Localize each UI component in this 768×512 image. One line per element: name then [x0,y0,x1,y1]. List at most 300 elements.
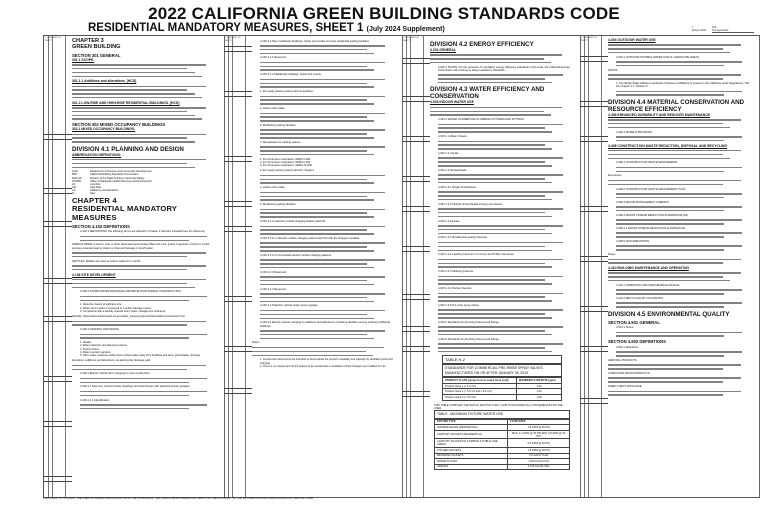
list-item: 5. Other water measures which keep surface water away from buildings and aid in groundwater recharge [80,354,201,358]
text-lines [260,293,396,302]
paragraph-lead: 4.502.1 Definitions [616,345,639,349]
responsibility-marker [224,346,252,352]
paragraph-lead: 4.303.1 WATER CONSERVING PLUMBING FIXTURES AND FITTINGS. [438,118,525,122]
text-line [608,158,730,160]
text-line [72,111,187,113]
paragraph-lead: 4.106.4.2.3 Reserved. [260,270,287,274]
text-lines [80,334,218,339]
paragraph [438,118,574,133]
paragraph-lead: 4.303.1.4.3 Metering Faucets. [438,270,474,274]
paragraph [80,328,218,339]
paragraph [260,304,396,319]
division-heading: DIVISION 4.1 PLANNING AND DESIGN [72,145,184,153]
text-line [608,184,723,186]
text-line [430,111,544,113]
text-lines [72,134,218,143]
subsection-heading: 301.2 LOW-RISE AND HIGH-RISE RESIDENTIAL BUILDINGS. [HCD] [72,100,180,105]
text-lines [260,129,396,138]
text-line [616,249,724,251]
abbreviation-value: Low Rise [90,182,101,186]
table-cell: Product Class 1 (≤ 5.0 ozf) [443,383,517,389]
chapter-heading: CHAPTER 3 [72,38,104,44]
text-line [616,236,724,238]
gutter-rule [65,36,66,497]
text-lines [438,74,574,83]
abbreviation-key: OSHPD [72,179,82,183]
text-lines [438,309,574,318]
list-item: 1. Construction documents are intended to demonstrate the project's capability and capacity for facilitating future EV charging. [260,358,393,365]
responsibility-marker [580,56,608,62]
text-lines [616,91,753,96]
text-line [438,124,563,126]
section-heading: SECTION 302 MIXED OCCUPANCY BUILDINGS [72,122,166,128]
paragraph [616,56,753,67]
responsibility-marker [402,58,430,64]
paragraph-lead: 4.410.1 OPERATION AND MAINTENANCE MANUAL. [616,283,681,287]
paragraph-lead: Notes: [608,253,616,256]
gutter-rule [245,36,246,497]
paragraph [616,227,753,238]
text-line [80,404,207,406]
text-lines [80,296,218,301]
paragraph [438,338,574,353]
text-lines [616,302,753,307]
text-lines [260,96,396,105]
paragraph-lead: AEROSOL PRODUCTS. [608,358,638,362]
text-lines [438,326,574,335]
code-sheet [43,35,760,498]
text-line [438,279,545,281]
subtitle-text: RESIDENTIAL MANDATORY MEASURES, SHEET 1 [88,22,364,34]
text-line [608,364,741,366]
text-line [260,49,367,51]
abbreviation-key: HR [72,185,76,189]
table-cell: Product Class 3 (> 8.0 ozf) [443,394,517,400]
text-line [438,141,563,143]
table-caption: STANDARDS FOR COMMERCIAL PRE-RINSE SPRAY VALVES MANUFACTURED ON OR AFTER JANUARY 28, 2019 [442,364,562,377]
supplement-label: (July 2024 Supplement) [366,26,445,33]
text-lines [438,276,574,285]
paragraph [616,240,753,251]
paragraph [260,73,396,88]
list-item: 1. Swales [80,341,92,345]
paragraph [438,287,574,302]
text-lines [438,225,574,234]
legend-value: Responsible [691,29,706,32]
paragraph-lead: COMPOSITE WOOD PRODUCTS. [608,371,651,375]
text-lines [260,276,396,285]
text-line [80,240,189,242]
responsibility-gutter [224,36,246,497]
text-lines [438,174,574,183]
paragraph [608,372,753,383]
table-header-cell: PRODUCT CLASS [spray force in ounce force (ozf)] [443,378,517,384]
text-line [72,159,206,161]
text-lines [72,159,218,168]
table-cell: LAVATORY FAUCETS IN COMMON & PUBLIC USE AREAS [435,439,508,448]
text-lines [616,245,753,250]
text-line [608,48,723,50]
gutter-header: Y N/A RESPON. PARTY [581,37,598,42]
abbreviation-value: Division of the State Architect, Structural Safety [90,176,145,180]
text-line [608,368,723,370]
text-line [72,269,187,271]
paragraph-lead: 4.106.3 GRADING AND PAVING. [80,328,120,332]
paragraph-lead: c. Receptacles for parking spaces. [260,140,302,144]
section-heading: SECTION 4.502 DEFINITIONS [608,339,666,345]
text-line [72,163,187,165]
chapter-heading: CHAPTER 4 [72,196,117,206]
responsibility-marker [224,226,252,232]
column-content [430,38,574,473]
text-line [80,378,207,380]
text-line [260,259,385,261]
text-line [260,310,385,312]
section-heading: SECTION 4.102 DEFINITIONS [72,223,130,229]
text-line [438,148,552,150]
responsibility-marker [580,206,608,212]
text-line [260,62,385,64]
text-line [616,65,724,67]
list-item: 2. There is no requirement for EV spaces to be constructed or available until EV chargers are installed for use. [260,364,387,368]
paragraph [72,315,218,326]
paragraph [616,82,753,96]
responsibility-gutter [402,36,424,497]
paragraph [438,135,574,150]
text-line [616,302,742,304]
text-line [252,355,373,357]
text-line [608,123,723,125]
table-note: THIS TABLE COMPILES THE DATA IN SECTION 4.303.1, AND IS INCLUDED AS A CONVENIENCE FOR THE USER. [434,403,563,410]
paragraph-lead: 4.406.1 RODENT PROOFING. [616,130,653,134]
table-cell: 1.8 GPM @ 60 PSI [508,447,570,453]
paragraph-lead: Website: https://www.waterboards.ca.gov/water_issues/programs/stormwater/construction.html [72,315,185,319]
paragraph [438,186,574,201]
numbered-list [260,158,396,168]
table-header-cell: FIXTURE TYPE [435,419,508,425]
text-line [260,314,367,316]
paragraph [260,203,396,218]
text-line [616,293,724,295]
text-lines [430,54,574,63]
text-line [252,351,366,353]
gutter-rule [228,36,229,497]
abbreviation-value: High Rise [90,185,102,189]
text-line [260,212,367,214]
paragraph-lead: 4.106.2 STORM WATER DRAINAGE AND RETENTION DURING CONSTRUCTION. [80,290,182,294]
responsibility-marker [44,221,72,227]
paragraph [260,169,396,184]
text-line [616,335,724,337]
text-lines [616,61,753,66]
abbreviation-value: California Building Standards Commission [90,173,139,177]
subsection-heading: 4.304 OUTDOOR WATER USE [608,38,656,42]
responsibility-marker [44,188,72,194]
text-lines [260,226,396,235]
text-lines [438,141,574,150]
text-line [608,262,723,264]
list-item: 1. For 20 ampere receptacles, NEMA 5-20R [260,157,311,161]
text-lines [252,347,396,356]
text-line [616,140,724,142]
text-lines [608,391,753,396]
text-line [72,115,195,117]
text-line [80,382,189,384]
responsibility-marker [402,96,430,102]
text-lines [616,332,753,337]
paragraph-lead: Notes: [252,341,260,345]
gutter-rule [410,36,411,497]
list-item: 3. For 30 ampere receptacles, NEMA 14-30R [260,164,312,168]
text-line [438,334,552,336]
paragraph-lead: 4.106.4.2 New multifamily dwellings, hotels and motels and new residential parking facilities. [260,39,370,43]
paragraph-lead: 4.106.4.3 Electric vehicle charging for additions and alterations of parking facilities serving existing multifamily buildings. [260,321,391,328]
text-line [260,216,374,218]
responsibility-marker [44,316,72,322]
text-line [608,78,723,80]
paragraph [608,253,753,264]
page-subtitle [88,22,445,34]
text-line [260,276,385,278]
text-lines [72,365,218,370]
text-line [260,45,385,47]
gutter-rule [232,36,233,497]
text-line [438,225,563,227]
text-line [438,233,552,235]
text-line [616,245,742,247]
paragraph [616,201,753,212]
text-line [252,347,384,349]
paragraph [616,131,753,142]
text-line [616,210,724,212]
table-cell: 1.20 [517,389,562,395]
table-fixture [434,404,570,471]
responsibility-marker [580,346,608,352]
text-line [616,94,724,96]
text-line [438,347,545,349]
paragraph-lead: 4.303.1.2 Urinals. [438,151,460,155]
paragraph-lead: 4.408.5 DOCUMENTATION. [616,239,650,243]
paragraph [80,230,218,241]
text-line [260,209,385,211]
text-line [80,391,207,393]
subsection-heading: ABBREVIATION DEFINITIONS: [72,152,122,157]
text-line [438,351,552,353]
text-line [260,116,367,118]
text-line [438,191,563,193]
table-row [435,430,570,439]
paragraph [438,321,574,336]
text-lines [608,150,753,159]
paragraph-lead: 4.408.1 CONSTRUCTION WASTE MANAGEMENT. [616,161,679,165]
text-line [72,167,195,169]
text-line [616,223,724,225]
paragraph [260,186,396,201]
paragraph-lead: WATTLES. Wattles are used to reduce sediment in runoff. [72,259,141,263]
abbreviation-value: Office of Statewide Health Planning and Development [90,179,152,183]
table-header-cell: FLOW RATE [508,419,570,425]
paragraph-lead: 4.106.4.2.2.1.2 Accessible electric vehicle charging stations. [260,253,332,257]
text-line [260,338,374,340]
subsection-heading: 4.106 SITE DEVELOPMENT [72,272,116,277]
text-line [72,107,206,109]
text-line [260,199,374,201]
division-heading: DIVISION 4.3 WATER EFFICIENCY AND CONSERVATION [430,86,545,101]
responsibility-marker [224,201,252,207]
text-line [80,300,189,302]
text-lines [72,279,218,288]
text-line [72,118,202,120]
column-content [608,38,753,398]
responsibility-marker [44,376,72,382]
responsibility-marker [402,294,430,300]
paragraph [616,297,753,308]
section-heading: SECTION 4.501 GENERAL [608,319,660,325]
text-line [616,232,742,234]
paragraph [438,253,574,268]
text-line [438,178,545,180]
text-line [438,174,563,176]
text-line [260,293,385,295]
fixture-water-use-table [434,419,570,471]
text-line [608,391,741,393]
text-line [260,267,374,269]
text-line [608,280,730,282]
numbered-list [80,341,218,357]
text-line [616,351,742,353]
text-line [438,199,552,201]
paragraph-lead: 4.303.1.1 Water Closets. [438,135,468,139]
table-row [435,439,570,448]
text-line [260,83,367,85]
subsection-heading: 4.410 BUILDING MAINTENANCE AND OPERATION [608,266,689,271]
division-heading: DIVISION 4.5 ENVIRONMENTAL QUALITY [608,310,730,318]
text-line [608,180,741,182]
abbreviation-key: AA [72,188,76,192]
paragraph [616,188,753,199]
text-line [260,330,385,332]
column-content [72,38,218,412]
text-line [260,66,367,68]
text-line [616,332,742,334]
text-lines [260,113,396,122]
paragraph-lead: 4.303.1.4.4 Kitchen Faucets. [438,287,473,291]
paragraph-lead: 4.106.4.2.2 Multifamily buildings, hotels and motels. [260,73,322,77]
text-line [80,337,189,339]
gutter-rule [406,36,407,497]
text-line [260,233,374,235]
spray-valve-table [442,377,562,400]
paragraph [260,107,396,122]
chapter-heading: RESIDENTIAL MANDATORY MEASURES [72,204,178,222]
text-line [430,114,551,116]
text-lines [616,193,753,198]
text-line [260,280,367,282]
text-line [72,279,206,281]
text-line [438,309,563,311]
paragraph-lead: FRENCH DRAIN. A trench, hole or other depressed area loosely filled with rock, gravel, fragments of brick or similar pervious material used to collect or channel drainage or runoff water. [72,243,210,250]
text-line [72,141,195,143]
paragraph-lead: 4.304.1 OUTDOOR POTABLE WATER USE IN LANDSCAPE AREAS. [616,55,700,59]
text-lines [260,330,396,339]
paragraph-lead: 4.303.3 Standards for plumbing fixtures and fittings. [438,337,500,341]
paragraph-lead: 4.201.1 SCOPE. For the purposes of mandatory energy efficiency standards in this code, the California Energy Commission will continue to adopt mandatory standards. [438,65,570,72]
paragraph-lead: 4.303.1.4.2 Lavatory Faucets in Common and Public Use Areas. [438,253,515,257]
text-line [430,58,544,60]
gutter-rule [52,36,53,497]
text-lines [260,192,396,201]
table-cell: WATER CLOSET [435,459,508,465]
paragraph-lead: 4.501.1 Scope [616,326,634,330]
paragraph [616,326,753,337]
list-item: 2. Where storm water is conveyed to a public drainage system [80,306,152,310]
gutter-header: Y N/A RESPON. PARTY [225,37,242,42]
text-line [438,182,552,184]
text-lines [72,107,218,120]
text-line [260,96,385,98]
responsibility-marker [402,206,430,212]
text-line [430,54,562,56]
paragraph-lead: a. Hotels and motels. [260,107,286,111]
table-row [435,464,570,470]
text-lines [80,236,218,241]
table-cell: METERING FAUCETS [435,453,508,459]
text-lines [260,209,396,218]
paragraph-lead: 4.303.1.3.2 Multiple showerheads serving one shower. [438,202,503,206]
text-line [430,107,562,109]
text-line [72,97,202,99]
list-item: 2. Water collection and disposal systems [80,344,127,348]
responsibility-marker [44,421,72,427]
table-caption: TABLE - MAXIMUM FIXTURE WATER USE [434,410,570,419]
paragraph [80,290,218,301]
numbered-list [260,358,396,368]
text-lines [72,86,218,99]
table-h2 [442,355,562,400]
responsibility-marker [402,391,430,397]
text-lines [260,62,396,71]
text-lines [260,45,396,54]
paragraph-lead: 1. The Model Water Efficient Landscape Ordinance (MWELO) is located in the California Code Regulations, Title 23, Chapter 2.7, Division 2. [616,81,750,89]
text-line [72,64,206,66]
text-line [438,259,563,261]
text-line [260,146,385,148]
text-line [260,53,374,55]
column-2 [224,36,403,497]
paragraph-lead: NOTES: [608,68,619,72]
legend-key: N/A [712,26,717,29]
text-line [80,408,189,410]
responsibility-marker [580,136,608,142]
paragraph [438,304,574,319]
table-cell: 0.2 GAL/CYCLE [508,453,570,459]
text-line [438,82,552,84]
paragraph-lead: 4.106.4 Electric vehicle (EV) charging for new construction. [80,372,151,376]
table-cell: MAX. 1.2 GPM @ 60 PSI MIN. 0.8 GPM @ 20 PSI [508,430,570,439]
text-lines [616,289,753,294]
paragraph [438,203,574,218]
list-item: 3. French drains [80,347,99,351]
subsection-heading: 4.201 GENERAL [430,48,457,52]
table-cell: 1.28 [517,394,562,400]
text-line [438,263,545,265]
text-line [260,103,374,105]
text-lines [616,136,753,141]
text-lines [608,74,753,79]
text-line [72,137,187,139]
text-line [260,246,367,248]
text-line [608,150,741,152]
